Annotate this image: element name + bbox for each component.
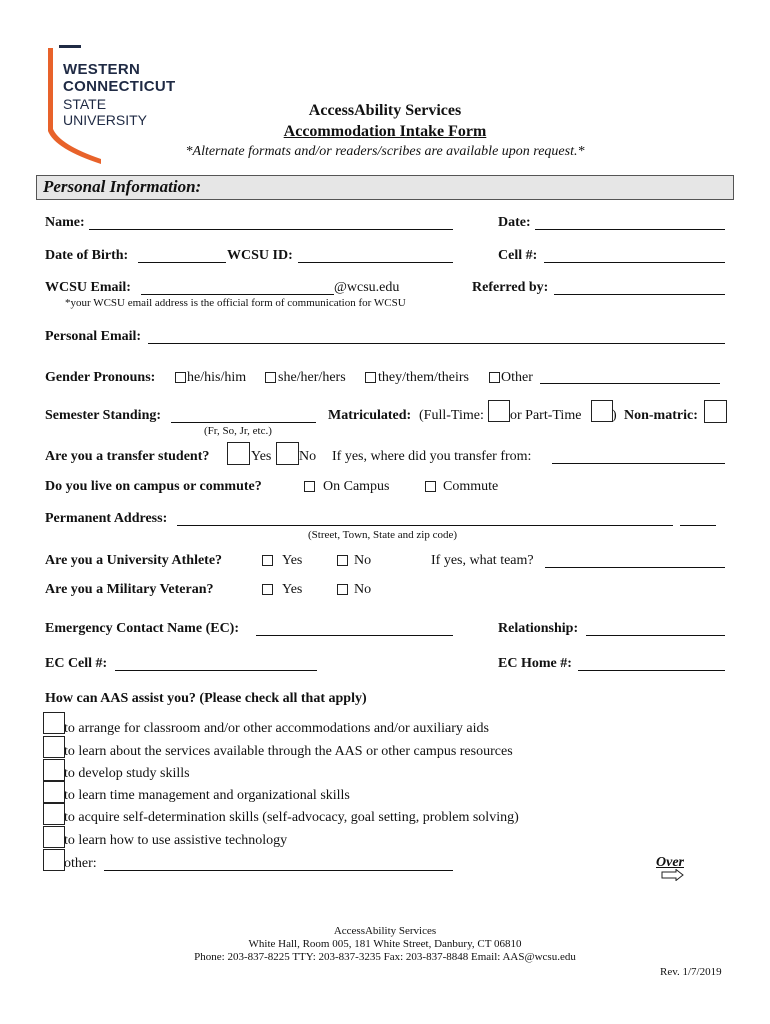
revision-date: Rev. 1/7/2019 [660, 966, 722, 978]
veteran-no-label: No [354, 582, 372, 597]
transfer-from-label: If yes, where did you transfer from: [332, 449, 532, 464]
dob-field[interactable] [138, 262, 226, 263]
ec-name-label: Emergency Contact Name (EC): [45, 621, 239, 636]
veteran-yes-label: Yes [282, 582, 303, 597]
assist-time-management-checkbox[interactable] [43, 781, 65, 803]
semester-standing-label: Semester Standing: [45, 408, 162, 423]
logo-line-connecticut: CONNECTICUT [63, 78, 176, 95]
non-matric-checkbox[interactable] [704, 400, 727, 423]
logo-line-university: UNIVERSITY [63, 112, 148, 128]
pronoun-other-label: Other [501, 370, 533, 385]
assist-other-checkbox[interactable] [43, 849, 65, 871]
wcsu-id-field[interactable] [298, 262, 453, 263]
semester-standing-field[interactable] [171, 422, 316, 423]
pronoun-he-label: he/his/him [187, 370, 247, 385]
pronoun-other-checkbox[interactable] [489, 372, 500, 383]
transfer-from-field[interactable] [552, 463, 725, 464]
ec-cell-field[interactable] [115, 670, 317, 671]
matriculated-label: Matriculated: [328, 408, 412, 423]
assist-item-label: to learn time management and organizational skills [64, 788, 350, 803]
athlete-no-label: No [354, 553, 372, 568]
semester-hint: (Fr, So, Jr, etc.) [204, 425, 272, 437]
veteran-question: Are you a Military Veteran? [45, 582, 214, 597]
athlete-yes-label: Yes [282, 553, 303, 568]
assist-item-label: to learn how to use assistive technology [64, 833, 288, 848]
team-field[interactable] [545, 567, 725, 568]
permanent-address-field[interactable] [177, 525, 673, 526]
ec-name-field[interactable] [256, 635, 453, 636]
part-time-label: or Part-Time [510, 408, 582, 423]
date-label: Date: [498, 215, 531, 230]
ec-cell-label: EC Cell #: [45, 656, 108, 671]
assist-item-label: to arrange for classroom and/or other accommodations and/or auxiliary aids [64, 721, 489, 736]
referred-by-field[interactable] [554, 294, 725, 295]
assist-accommodations-checkbox[interactable] [43, 712, 65, 734]
on-campus-label: On Campus [323, 479, 390, 494]
personal-email-label: Personal Email: [45, 329, 142, 344]
relationship-label: Relationship: [498, 621, 579, 636]
campus-question: Do you live on campus or commute? [45, 479, 262, 494]
form-title: AccessAbility Services [308, 102, 462, 119]
pronoun-other-field[interactable] [540, 383, 720, 384]
personal-email-field[interactable] [148, 343, 725, 344]
athlete-question: Are you a University Athlete? [45, 553, 223, 568]
wcsu-email-field[interactable] [141, 294, 334, 295]
ec-home-field[interactable] [578, 670, 725, 671]
commute-label: Commute [443, 479, 499, 494]
on-campus-checkbox[interactable] [304, 481, 315, 492]
footer-contact: Phone: 203-837-8225 TTY: 203-837-3235 Fax: 203-837-8848 Email: AAS@wcsu.edu [194, 951, 576, 963]
veteran-no-checkbox[interactable] [337, 584, 348, 595]
assist-study-skills-checkbox[interactable] [43, 759, 65, 781]
pronoun-they-checkbox[interactable] [365, 372, 376, 383]
over-label: Over [656, 855, 684, 870]
assist-item-label: to acquire self-determination skills (self-advocacy, goal setting, problem solving) [64, 810, 519, 825]
pronoun-she-label: she/her/hers [278, 370, 346, 385]
transfer-question: Are you a transfer student? [45, 449, 210, 464]
full-time-checkbox[interactable] [488, 400, 510, 422]
form-subtitle: Accommodation Intake Form [283, 123, 487, 140]
footer-address: White Hall, Room 005, 181 White Street, Danbury, CT 06810 [248, 938, 522, 950]
pronoun-he-checkbox[interactable] [175, 372, 186, 383]
email-official-note: *your WCSU email address is the official form of communication for WCSU [65, 297, 406, 309]
transfer-yes-checkbox[interactable] [227, 442, 250, 465]
address-hint: (Street, Town, State and zip code) [308, 529, 458, 541]
assist-services-checkbox[interactable] [43, 736, 65, 758]
referred-by-label: Referred by: [472, 280, 549, 295]
athlete-yes-checkbox[interactable] [262, 555, 273, 566]
wcsu-id-label: WCSU ID: [227, 248, 293, 263]
close-paren: ) [612, 408, 617, 423]
cell-field[interactable] [544, 262, 725, 263]
transfer-yes-label: Yes [251, 449, 272, 464]
pronoun-she-checkbox[interactable] [265, 372, 276, 383]
dob-label: Date of Birth: [45, 248, 129, 263]
section-title: Personal Information: [43, 177, 202, 196]
gender-pronouns-label: Gender Pronouns: [45, 370, 156, 385]
date-field[interactable] [535, 229, 725, 230]
assist-question: How can AAS assist you? (Please check all that apply) [45, 691, 367, 706]
logo-line-state: STATE [63, 96, 107, 112]
permanent-address-label: Permanent Address: [45, 511, 168, 526]
assist-technology-checkbox[interactable] [43, 826, 65, 848]
assist-item-label: other: [64, 856, 97, 871]
email-domain: @wcsu.edu [334, 280, 400, 295]
veteran-yes-checkbox[interactable] [262, 584, 273, 595]
wcsu-email-label: WCSU Email: [45, 280, 131, 295]
logo-line-western: WESTERN [63, 61, 141, 78]
footer-org: AccessAbility Services [333, 925, 437, 937]
assist-self-determination-checkbox[interactable] [43, 803, 65, 825]
part-time-checkbox[interactable] [591, 400, 613, 422]
athlete-no-checkbox[interactable] [337, 555, 348, 566]
name-label: Name: [45, 215, 85, 230]
relationship-field[interactable] [586, 635, 725, 636]
ec-home-label: EC Home #: [498, 656, 572, 671]
alternate-formats-note: *Alternate formats and/or readers/scribes are available upon request.* [185, 144, 585, 159]
transfer-no-checkbox[interactable] [276, 442, 299, 465]
transfer-no-label: No [299, 449, 317, 464]
assist-item-label: to learn about the services available through the AAS or other campus resources [64, 744, 513, 759]
non-matric-label: Non-matric: [624, 408, 698, 423]
name-field[interactable] [89, 229, 453, 230]
assist-other-field[interactable] [104, 870, 453, 871]
cell-label: Cell #: [498, 248, 538, 263]
team-question: If yes, what team? [431, 553, 534, 568]
assist-item-label: to develop study skills [64, 766, 190, 781]
commute-checkbox[interactable] [425, 481, 436, 492]
pronoun-they-label: they/them/theirs [378, 370, 469, 385]
permanent-address-field-extra[interactable] [680, 525, 716, 526]
arrow-right-icon [661, 869, 685, 881]
full-time-label: (Full-Time: [419, 408, 484, 423]
